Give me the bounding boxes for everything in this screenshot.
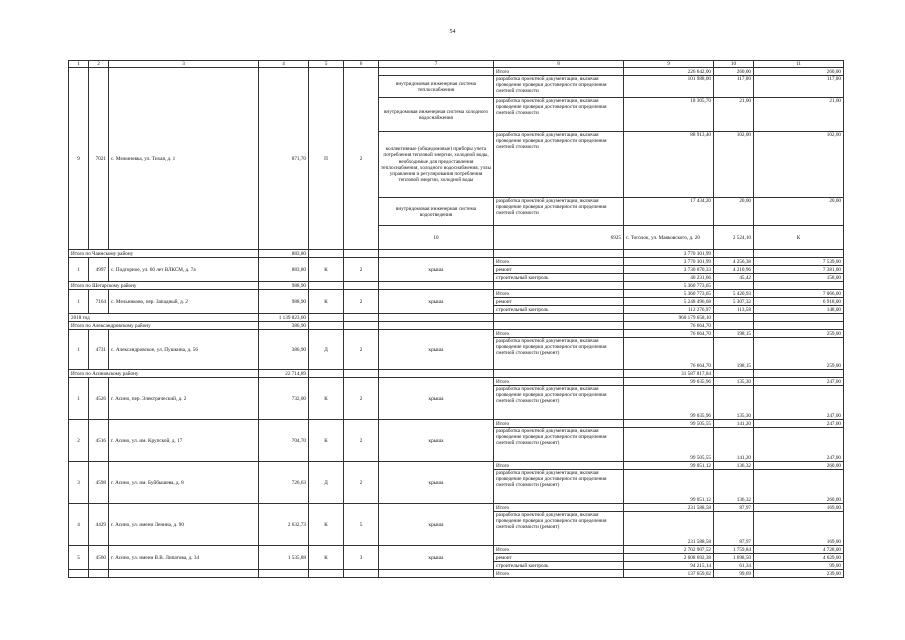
table-cell (379, 322, 494, 330)
table-cell: 5 248 496,68 (624, 298, 714, 306)
table-cell: 137 659,02 (624, 570, 714, 578)
table-cell: 2 (344, 68, 379, 250)
column-header: 2 (89, 61, 109, 68)
table-cell: г. Асино, ул. им. Буйбышева, д. 8 (109, 462, 259, 504)
table-cell: 247,00 (754, 386, 844, 420)
table-cell: Итого по Александровскому району (69, 322, 259, 330)
table-cell: 4997 (89, 258, 109, 282)
table-cell: 9 (69, 68, 89, 250)
table-cell: крыша (379, 378, 494, 420)
table-cell (344, 250, 379, 258)
table-cell (69, 570, 89, 578)
table-cell: 2 (344, 330, 379, 370)
table-cell: 259,00 (754, 338, 844, 370)
table-row (69, 504, 844, 512)
table-cell (494, 250, 624, 258)
table-cell: разработка проектной документации, включая проведение проверки достоверности определения сметной стоимости (494, 198, 624, 226)
table-cell: 99 035,96 (624, 378, 714, 386)
table-cell: 135,30 (714, 386, 754, 420)
table-cell: 99,69 (714, 570, 754, 578)
table-cell: 6925 (494, 226, 624, 250)
column-header: 11 (754, 61, 844, 68)
table-cell: с. Мельниково, пер. Западный, д. 2 (109, 290, 259, 314)
table-cell: разработка проектной документации, включая проведение проверки достоверности определения сметной стоимости (ремонт) (494, 428, 624, 462)
table-cell: 18 305,70 (624, 98, 714, 132)
housing-repair-table (68, 60, 844, 578)
table-cell: 17 434,20 (624, 198, 714, 226)
column-header: 5 (309, 61, 344, 68)
table-cell: разработка проектной документации, включая проведение проверки достоверности определения сметной стоимости (494, 98, 624, 132)
table-row (69, 420, 844, 428)
table-cell: 101 988,00 (624, 76, 714, 98)
table-cell (89, 570, 109, 578)
table-cell (344, 370, 379, 378)
table-cell: 76 664,70 (624, 330, 714, 338)
table-cell (344, 314, 379, 322)
table-cell: П (309, 68, 344, 250)
table-cell: 260,00 (754, 462, 844, 470)
table-cell: 158,00 (754, 274, 844, 282)
table-cell: 239,00 (754, 570, 844, 578)
table-cell: 99 505,55 (624, 428, 714, 462)
table-cell: 2 (344, 258, 379, 282)
table-row (69, 378, 844, 386)
table-cell (309, 322, 344, 330)
table-cell: 94 215,14 (624, 562, 714, 570)
table-row (69, 322, 844, 330)
table-cell: Итого по Асиновскому району (69, 370, 259, 378)
table-cell: строительный контроль (494, 274, 624, 282)
table-cell: 226 642,00 (624, 68, 714, 76)
table-cell: 6 918,00 (754, 298, 844, 306)
table-cell: разработка проектной документации, включая проведение проверки достоверности определения сметной стоимости (ремонт) (494, 386, 624, 420)
table-cell (714, 250, 754, 258)
table-cell: 1 (69, 258, 89, 282)
table-row (69, 330, 844, 338)
table-cell: строительный контроль (494, 306, 624, 314)
table-cell: 136,32 (714, 470, 754, 504)
table-cell: 732,00 (259, 378, 309, 420)
table-cell: 87,97 (714, 512, 754, 546)
table-cell: крыша (379, 290, 494, 314)
table-cell (344, 322, 379, 330)
table-cell: 198,15 (714, 330, 754, 338)
table-cell: 247,00 (754, 420, 844, 428)
table-cell: 141,20 (714, 428, 754, 462)
table-cell: 141,20 (714, 420, 754, 428)
table-cell: К (309, 546, 344, 570)
table-cell (379, 250, 494, 258)
table-cell: 113,58 (714, 306, 754, 314)
table-cell: Итого (494, 570, 624, 578)
table-row (69, 250, 844, 258)
table-cell: г. Асино, пер. Электрический, д. 2 (109, 378, 259, 420)
table-cell: 386,90 (259, 330, 309, 370)
table-cell: крыша (379, 504, 494, 546)
table-cell: 136,32 (714, 462, 754, 470)
table-cell (344, 570, 379, 578)
table-cell: 4429 (89, 504, 109, 546)
table-cell: 5 420,93 (714, 290, 754, 298)
table-cell: К (309, 290, 344, 314)
column-header: 1 (69, 61, 89, 68)
table-cell (309, 570, 344, 578)
column-header: 7 (379, 61, 494, 68)
table-cell (259, 570, 309, 578)
table-row (69, 370, 844, 378)
table-cell: 1 (69, 290, 89, 314)
table-cell (714, 322, 754, 330)
table-cell: 99 051,12 (624, 470, 714, 504)
table-cell: 117,00 (754, 76, 844, 98)
table-cell (494, 322, 624, 330)
table-cell (714, 282, 754, 290)
table-cell: ремонт (494, 266, 624, 274)
table-cell: 247,00 (754, 378, 844, 386)
table-cell: 21,00 (754, 98, 844, 132)
table-cell: 2 524,10 (714, 226, 754, 250)
table-row (69, 258, 844, 266)
table-cell: Д (309, 462, 344, 504)
table-cell: 4 728,00 (754, 546, 844, 554)
table-cell: 1 (69, 378, 89, 420)
table-cell: 231 588,58 (624, 504, 714, 512)
table-cell: 3 730 070,33 (624, 266, 714, 274)
table-cell (494, 370, 624, 378)
table-cell: 88 913,40 (624, 132, 714, 198)
table-cell: 3 (344, 546, 379, 570)
table-cell: крыша (379, 330, 494, 370)
header-row (69, 61, 844, 68)
table-cell: разработка проектной документации, включая проведение проверки достоверности определения сметной стоимости (ремонт) (494, 338, 624, 370)
table-cell: 21,00 (714, 98, 754, 132)
table-cell (714, 370, 754, 378)
table-cell: 4 210,96 (714, 266, 754, 274)
table-cell: крыша (379, 462, 494, 504)
table-cell (754, 370, 844, 378)
table-cell: внутридомовая инженерная система теплоснабжения (379, 76, 494, 98)
table-cell: 5 307,32 (714, 298, 754, 306)
table-cell: 99 035,96 (624, 386, 714, 420)
table-cell: 247,00 (754, 428, 844, 462)
table-cell: 4 256,38 (714, 258, 754, 266)
table-cell: 2018 год (69, 314, 259, 322)
table-cell: 7164 (89, 290, 109, 314)
table-cell: 1 759,84 (714, 546, 754, 554)
column-header: 6 (344, 61, 379, 68)
column-header: 3 (109, 61, 259, 68)
table-cell: 99 051,12 (624, 462, 714, 470)
table-cell: 135,30 (714, 378, 754, 386)
table-cell: 7021 (89, 68, 109, 250)
table-cell: 117,00 (714, 76, 754, 98)
table-cell: строительный контроль (494, 562, 624, 570)
table-cell: 260,00 (754, 470, 844, 504)
table-cell: 2 632,73 (259, 504, 309, 546)
table-cell (309, 370, 344, 378)
table-cell: 2 (69, 420, 89, 462)
table-cell: разработка проектной документации, включая проведение проверки достоверности определения сметной стоимости (ремонт) (494, 512, 624, 546)
table-cell (494, 282, 624, 290)
table-cell: 1 139 823,60 (259, 314, 309, 322)
table-cell: 20,00 (754, 198, 844, 226)
table-cell: 5 360 773,65 (624, 282, 714, 290)
table-cell: 726,63 (259, 462, 309, 504)
table-cell: 260,00 (714, 68, 754, 76)
table-cell: 1 535,88 (259, 546, 309, 570)
table-cell: 5 (69, 546, 89, 570)
table-cell: внутридомовая инженерная система холодного водоснабжения (379, 98, 494, 132)
table-cell: 102,00 (754, 132, 844, 198)
table-cell: 87,97 (714, 504, 754, 512)
table-cell: 7 539,00 (754, 258, 844, 266)
table-row (69, 570, 844, 578)
table-cell: 76 664,70 (624, 338, 714, 370)
table-cell: 1 698,50 (714, 554, 754, 562)
table-cell: разработка проектной документации, включая проведение проверки достоверности определения сметной стоимости (494, 76, 624, 98)
table-cell: Д (309, 330, 344, 370)
table-cell: 883,80 (259, 258, 309, 282)
table-cell: с. Тоголок, ул. Маяковского, д. 20 (624, 226, 714, 250)
table-row (69, 314, 844, 322)
table-cell: 704,70 (259, 420, 309, 462)
table-cell: внутридомовая инженерная система водоотведения (379, 198, 494, 226)
column-header: 10 (714, 61, 754, 68)
table-cell: разработка проектной документации, включая проведение проверки достоверности определения сметной стоимости (494, 132, 624, 198)
table-cell: 20,00 (714, 198, 754, 226)
column-header: 9 (624, 61, 714, 68)
table-cell (379, 68, 494, 76)
table-cell: с. Александровское, ул. Пушкина, д. 56 (109, 330, 259, 370)
table-cell: К (309, 420, 344, 462)
table-cell: 871,70 (259, 68, 309, 250)
table-cell: Итого (494, 68, 624, 76)
table-cell: 10 (379, 226, 494, 250)
table-row (69, 282, 844, 290)
table-cell: с. Подгорное, ул. 60 лет ВЛКСМ, д. 7а (109, 258, 259, 282)
table-cell: 4598 (89, 462, 109, 504)
table-cell (109, 570, 259, 578)
column-header: 4 (259, 61, 309, 68)
table-row (69, 462, 844, 470)
table-cell: 2 (344, 290, 379, 314)
table-cell: 148,00 (754, 306, 844, 314)
table-cell (309, 282, 344, 290)
table-cell: 4526 (89, 378, 109, 420)
table-cell: 2 608 692,38 (624, 554, 714, 562)
table-row (69, 68, 844, 76)
table-cell: 22 714,89 (259, 370, 309, 378)
table-cell (379, 314, 494, 322)
table-cell (344, 282, 379, 290)
table-cell (379, 570, 494, 578)
table-cell: разработка проектной документации, включая проведение проверки достоверности определения сметной стоимости (ремонт) (494, 470, 624, 504)
table-cell: 386,90 (259, 322, 309, 330)
table-cell: 169,00 (754, 504, 844, 512)
table-cell: 99 505,55 (624, 420, 714, 428)
table-cell: 259,00 (754, 330, 844, 338)
table-cell (714, 314, 754, 322)
table-cell: Итого (494, 546, 624, 554)
table-cell: 102,00 (714, 132, 754, 198)
table-cell: 40 231,66 (624, 274, 714, 282)
table-cell: крыша (379, 258, 494, 282)
table-cell: 988,90 (259, 290, 309, 314)
table-cell: 4516 (89, 420, 109, 462)
table-cell: Итого по Шегарскому району (69, 282, 259, 290)
table-cell: 988,90 (259, 282, 309, 290)
table-cell (754, 282, 844, 290)
table-cell (494, 314, 624, 322)
table-cell: К (309, 504, 344, 546)
table-cell: крыша (379, 420, 494, 462)
table-cell: 4560 (89, 546, 109, 570)
table-cell: 2 (344, 420, 379, 462)
table-cell: ремонт (494, 298, 624, 306)
table-cell: 112 276,97 (624, 306, 714, 314)
column-header: 8 (494, 61, 624, 68)
table-cell: 99,00 (754, 562, 844, 570)
table-cell: 198,15 (714, 338, 754, 370)
table-cell: 4731 (89, 330, 109, 370)
table-cell: Итого (494, 330, 624, 338)
table-cell: Итого (494, 420, 624, 428)
table-cell: Итого (494, 258, 624, 266)
table-cell (379, 282, 494, 290)
table-cell: 2 (344, 462, 379, 504)
table-row (69, 290, 844, 298)
table-cell: 4 629,00 (754, 554, 844, 562)
table-cell (754, 322, 844, 330)
table-cell: г. Асино, ул. имени Ленина, д. 90 (109, 504, 259, 546)
table-cell: 3 770 301,99 (624, 258, 714, 266)
table-cell: 76 664,70 (624, 322, 714, 330)
table-cell (309, 250, 344, 258)
table-cell: 2 702 907,52 (624, 546, 714, 554)
table-cell: с. Межиновка, ул. Тихая, д. 1 (109, 68, 259, 250)
table-cell: Итого (494, 378, 624, 386)
table-cell: 2 (344, 378, 379, 420)
table-cell: г. Асино, ул. им. Крупской, д. 17 (109, 420, 259, 462)
table-cell: Итого (494, 290, 624, 298)
table-cell: ремонт (494, 554, 624, 562)
table-cell: Итого (494, 462, 624, 470)
table-cell: 231 588,58 (624, 512, 714, 546)
table-cell: коллективные (общедомовые) приборы учета потребления тепловой энергии, холодной воды, необходимые для предоставления теплоснабжения, холодного водоснабжения, узлы управления и регулирования потребления тепловой энергии, холодной воды (379, 132, 494, 198)
table-cell: 31 587 817,84 (624, 370, 714, 378)
table-cell: 61,34 (714, 562, 754, 570)
table-cell (379, 370, 494, 378)
table-cell: 7 381,00 (754, 266, 844, 274)
table-cell: 3 770 301,99 (624, 250, 714, 258)
table-cell: К (309, 258, 344, 282)
table-cell: крыша (379, 546, 494, 570)
table-cell: 4 (69, 504, 89, 546)
page-number: 54 (449, 29, 456, 35)
table-row (69, 546, 844, 554)
table-cell: 883,80 (259, 250, 309, 258)
table-cell: 5 (344, 504, 379, 546)
table-cell: Итого по Чаинскому району (69, 250, 259, 258)
table-cell (754, 250, 844, 258)
table-cell: К (309, 378, 344, 420)
table-cell: 45,42 (714, 274, 754, 282)
table-cell: 960 179 658,10 (624, 314, 714, 322)
table-cell: 5 360 773,65 (624, 290, 714, 298)
table-cell: г. Асино, ул. имени В.В. Липатова, д. 34 (109, 546, 259, 570)
table-cell: 1 (69, 330, 89, 370)
table-cell: 7 066,00 (754, 290, 844, 298)
table-cell: 260,00 (754, 68, 844, 76)
table-cell: Итого (494, 504, 624, 512)
table-cell (754, 314, 844, 322)
table-cell: 169,00 (754, 512, 844, 546)
table-cell: 3 (69, 462, 89, 504)
table-cell (309, 314, 344, 322)
table-cell: К (754, 226, 844, 250)
